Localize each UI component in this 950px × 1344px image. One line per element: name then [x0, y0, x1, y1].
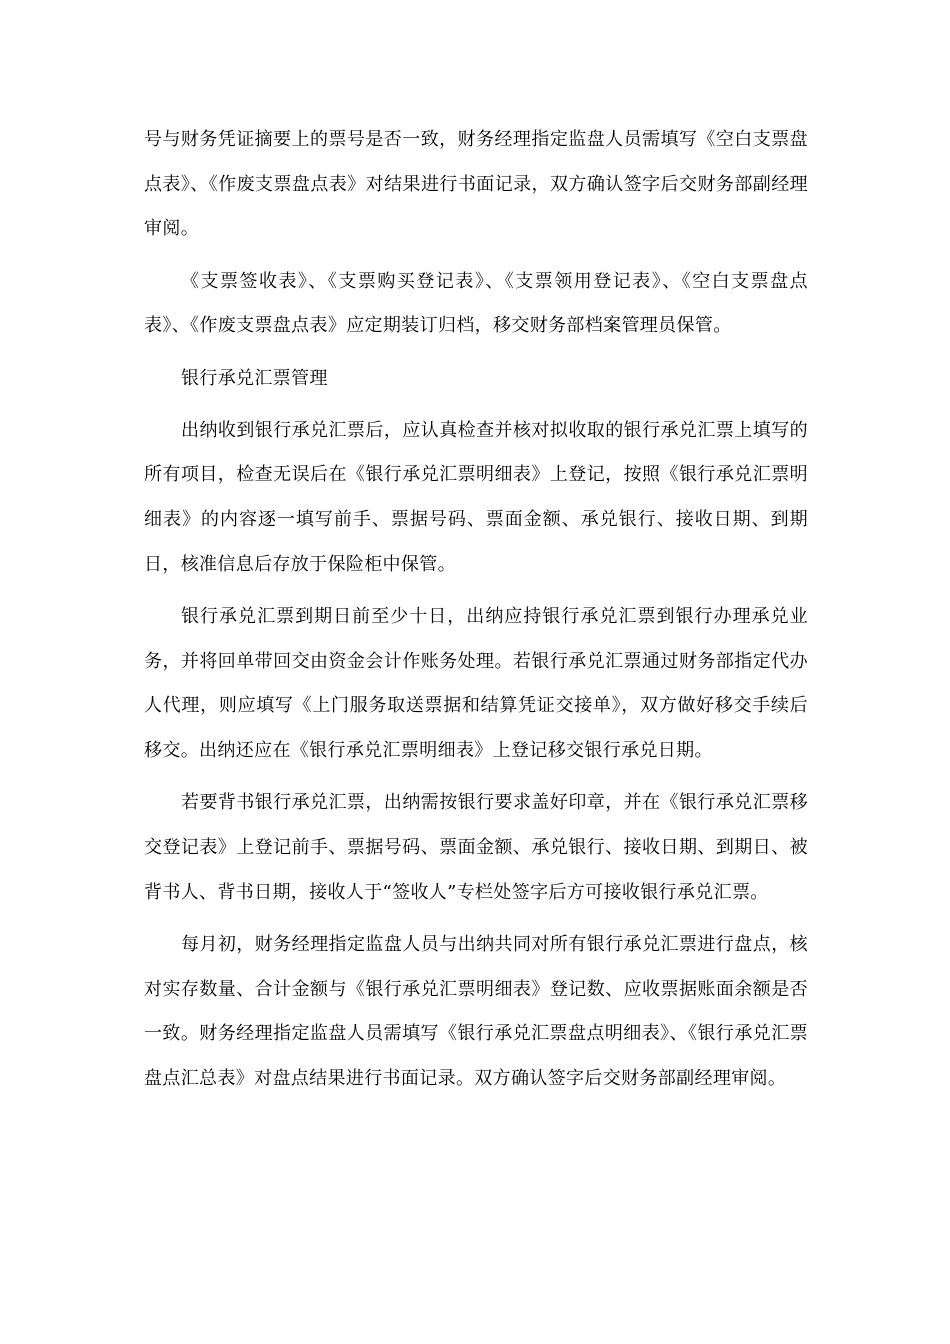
- paragraph-bill-monthly-inventory: 每月初，财务经理指定监盘人员与出纳共同对所有银行承兑汇票进行盘点，核对实存数量、合计金额与《银行承兑汇票明细表》登记数、应收票据账面余额是否一致。财务经理指定监盘人员需填写《银行承兑汇票盘点明细表》、《银行承兑汇票盘点汇总表》对盘点结果进行书面记录。双方确认签字后交财务部副经理审阅。: [144, 933, 808, 1090]
- section-heading-bank-acceptance-bill: 银行承兑汇票管理: [181, 367, 328, 389]
- paragraph-bill-maturity: 银行承兑汇票到期日前至少十日，出纳应持银行承兑汇票到银行办理承兑业务，并将回单带回交由资金会计作账务处理。若银行承兑汇票通过财务部指定代办人代理，则应填写《上门服务取送票据和结算凭证交接单》，双方做好移交手续后移交。出纳还应在《银行承兑汇票明细表》上登记移交银行承兑日期。: [144, 606, 808, 762]
- paragraph-bill-endorsement: 若要背书银行承兑汇票，出纳需按银行要求盖好印章，并在《银行承兑汇票移交登记表》上登记前手、票据号码、票面金额、承兑银行、接收日期、到期日、被背书人、背书日期，接收人于“签收人”专栏处签字后方可接收银行承兑汇票。: [144, 792, 808, 903]
- document-body: [144, 118, 808, 1109]
- paragraph-bill-receipt: 出纳收到银行承兑汇票后，应认真检查并核对拟收取的银行承兑汇票上填写的所有项目，检查无误后在《银行承兑汇票明细表》上登记，按照《银行承兑汇票明细表》的内容逐一填写前手、票据号码、票面金额、承兑银行、接收日期、到期日，核准信息后存放于保险柜中保管。: [144, 419, 808, 575]
- paragraph-cheque-inventory-review: 号与财务凭证摘要上的票号是否一致，财务经理指定监盘人员需填写《空白支票盘点表》、《作废支票盘点表》对结果进行书面记录，双方确认签字后交财务部副经理审阅。: [144, 129, 808, 240]
- paragraph-cheque-forms-archiving: 《支票签收表》、《支票购买登记表》、《支票领用登记表》、《空白支票盘点表》、《作废支票盘点表》应定期装订归档，移交财务部档案管理员保管。: [144, 270, 808, 337]
